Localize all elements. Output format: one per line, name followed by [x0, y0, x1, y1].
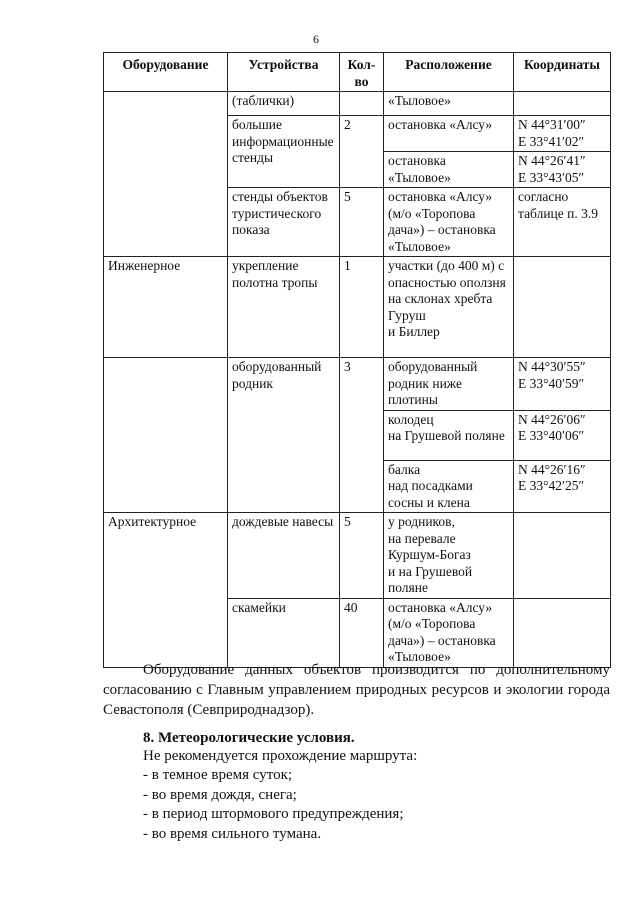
device-cell: оборудованный родник: [228, 358, 340, 513]
quantity-cell: 5: [340, 513, 384, 599]
list-item: - во время сильного тумана.: [143, 825, 322, 842]
location-cell: остановка «Алсу»: [384, 116, 514, 152]
header-location: Расположение: [384, 53, 514, 92]
table-header-row: [104, 53, 611, 92]
header-coordinates: Координаты: [514, 53, 611, 92]
location-cell: остановка «Алсу» (м/о «Торопова дача») – остановка «Тыловое»: [384, 188, 514, 257]
coordinates-cell: [514, 257, 611, 358]
list-item: - в темное время суток;: [143, 767, 293, 783]
device-cell: стенды объектов туристического показа: [228, 188, 340, 257]
location-cell: колодец на Грушевой поляне: [384, 410, 514, 460]
coordinates-cell: согласно таблице п. 3.9: [514, 188, 611, 257]
location-cell: остановка «Тыловое»: [384, 152, 514, 188]
table-row: [104, 257, 611, 358]
section-title: 8. Метеорологические условия.: [143, 730, 355, 746]
equipment-cell: Архитектурное: [104, 513, 228, 668]
coordinates-cell: N 44°26′06″ E 33°40′06″: [514, 410, 611, 460]
list-item: - в период штормового предупреждения;: [143, 806, 404, 822]
location-cell: «Тыловое»: [384, 92, 514, 116]
table-row: [104, 92, 611, 116]
coordinates-cell: [514, 513, 611, 599]
list-item: - во время дождя, снега;: [143, 786, 297, 803]
quantity-cell: 1: [340, 257, 384, 358]
coordinates-cell: N 44°31′00″ E 33°41′02″: [514, 116, 611, 152]
quantity-cell: 3: [340, 358, 384, 513]
coordinates-cell: N 44°26′41″ E 33°43′05″: [514, 152, 611, 188]
device-cell: (таблички): [228, 92, 340, 116]
location-cell: остановка «Алсу» (м/о «Торопова дача») – остановка «Тыловое»: [384, 598, 514, 667]
equipment-cell: Инженерное: [104, 257, 228, 358]
device-cell: скамейки: [228, 598, 340, 667]
location-cell: оборудованный родник ниже плотины: [384, 358, 514, 411]
coordinates-cell: [514, 92, 611, 116]
page-number: 6: [313, 32, 319, 46]
quantity-cell: [340, 92, 384, 116]
note-paragraph: Оборудование данных объектов производится по дополнительному согласованию с Главным управлением природных ресурсов и экологии города Севастополя (Севприроднадзор).: [103, 662, 610, 718]
conditions-list: [143, 766, 404, 844]
header-equipment: Оборудование: [104, 53, 228, 92]
location-cell: у родников, на перевале Куршум-Богаз и на Грушевой поляне: [384, 513, 514, 599]
header-quantity: Кол- во: [340, 53, 384, 92]
equipment-cell: [104, 358, 228, 513]
device-cell: укрепление полотна тропы: [228, 257, 340, 358]
location-cell: балка над посадками сосны и клена: [384, 460, 514, 513]
coordinates-cell: [514, 598, 611, 667]
quantity-cell: 40: [340, 598, 384, 667]
quantity-cell: 5: [340, 188, 384, 257]
device-cell: большие информационные стенды: [228, 116, 340, 188]
section-intro: Не рекомендуется прохождение маршрута:: [143, 748, 418, 764]
device-cell: дождевые навесы: [228, 513, 340, 599]
coordinates-cell: N 44°26′16″ E 33°42′25″: [514, 460, 611, 513]
equipment-cell: [104, 92, 228, 257]
table-row: [104, 513, 611, 599]
equipment-table: [103, 52, 611, 668]
header-devices: Устройства: [228, 53, 340, 92]
quantity-cell: 2: [340, 116, 384, 188]
location-cell: участки (до 400 м) с опасностью оползня на склонах хребта Гуруш и Биллер: [384, 257, 514, 358]
table-row: [104, 358, 611, 411]
coordinates-cell: N 44°30′55″ E 33°40′59″: [514, 358, 611, 411]
